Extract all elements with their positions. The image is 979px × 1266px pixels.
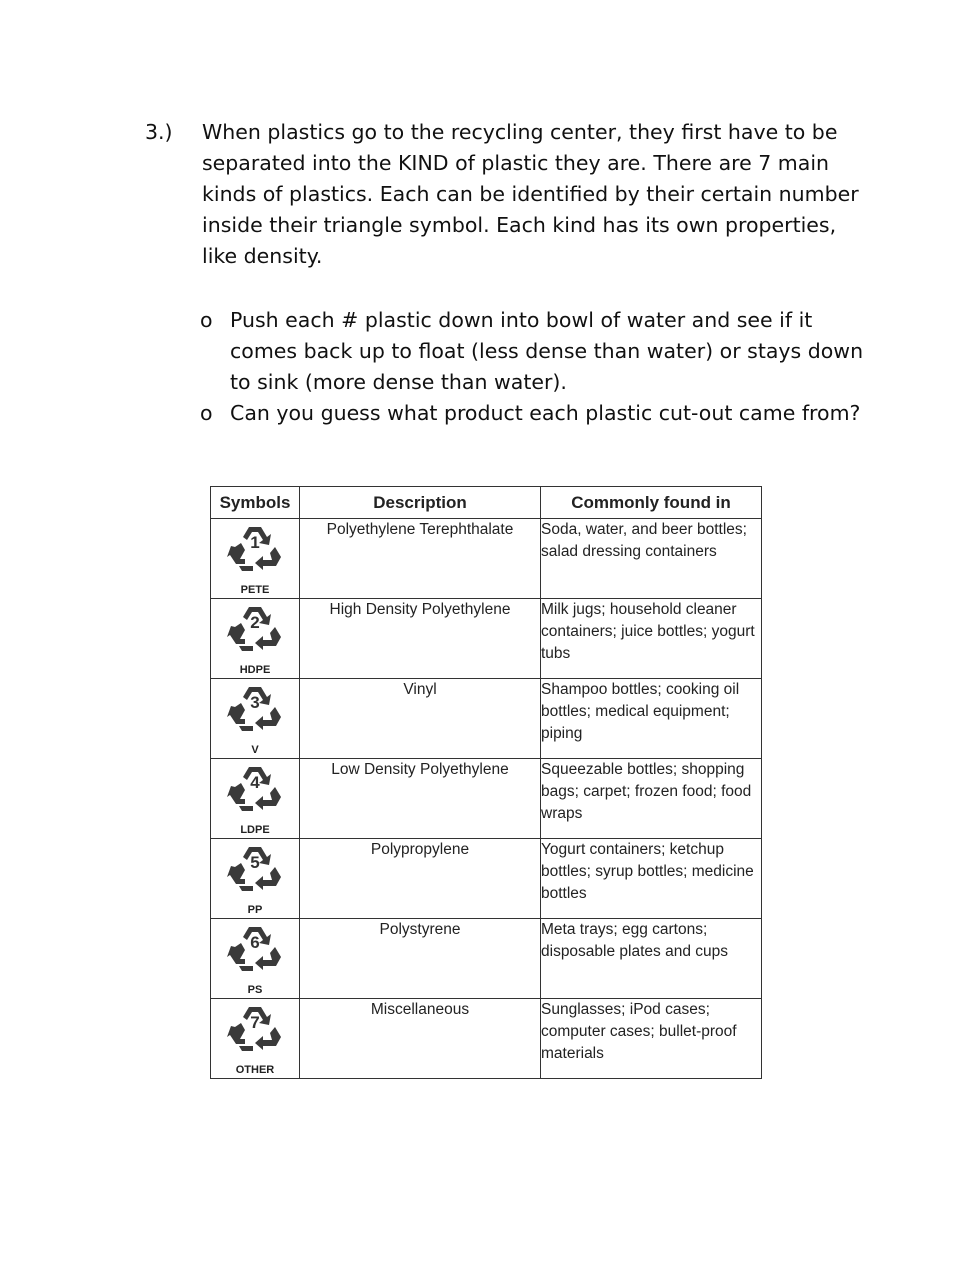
resin-number: 7 <box>250 1013 260 1032</box>
question-text: When plastics go to the recycling center, they first have to be separated into the KIND of plastic they are. There are 7 main kinds of plastics. Each can be identified by their certain number inside their triangle symbol. Each kind has its own properties, like density. <box>202 120 859 268</box>
table-row <box>211 839 762 919</box>
header-found-in: Commonly found in <box>541 487 762 519</box>
table-row <box>211 759 762 839</box>
symbol-cell <box>211 919 300 999</box>
found-in-cell: Squeezable bottles; shopping bags; carpet; frozen food; food wraps <box>541 759 762 839</box>
found-in-cell: Yogurt containers; ketchup bottles; syrup bottles; medicine bottles <box>541 839 762 919</box>
table-row <box>211 679 762 759</box>
resin-code: HDPE <box>239 664 271 676</box>
found-in-cell: Meta trays; egg cartons; disposable plates and cups <box>541 919 762 999</box>
found-in-cell: Milk jugs; household cleaner containers; juice bottles; yogurt tubs <box>541 599 762 679</box>
resin-number: 5 <box>250 853 260 872</box>
description-cell: Polyethylene Terephthalate <box>300 519 541 599</box>
instruction-list <box>200 305 880 429</box>
symbol-cell <box>211 519 300 599</box>
description-cell: Polypropylene <box>300 839 541 919</box>
plastic-types-table <box>210 486 762 1079</box>
resin-number: 3 <box>250 693 260 712</box>
table-row <box>211 919 762 999</box>
resin-number: 4 <box>250 773 260 792</box>
resin-code: PS <box>247 984 263 996</box>
found-in-cell: Sunglasses; iPod cases; computer cases; bullet-proof materials <box>541 999 762 1079</box>
question-number: 3.) <box>145 120 173 144</box>
resin-number: 1 <box>250 533 260 552</box>
header-description: Description <box>300 487 541 519</box>
description-cell: High Density Polyethylene <box>300 599 541 679</box>
description-cell: Low Density Polyethylene <box>300 759 541 839</box>
bullet-text: Push each # plastic down into bowl of water and see if it comes back up to float (less dense than water) or stays down to sink (more dense than water). <box>230 308 864 394</box>
description-cell: Vinyl <box>300 679 541 759</box>
header-symbols: Symbols <box>211 487 300 519</box>
table-row <box>211 599 762 679</box>
description-cell: Miscellaneous <box>300 999 541 1079</box>
resin-code: OTHER <box>235 1064 275 1076</box>
table-row <box>211 519 762 599</box>
resin-code: LDPE <box>240 824 270 836</box>
bullet-text: Can you guess what product each plastic cut-out came from? <box>230 401 861 425</box>
list-item <box>200 305 880 398</box>
symbol-cell <box>211 839 300 919</box>
resin-code: PP <box>247 904 263 916</box>
symbol-cell <box>211 599 300 679</box>
table-header-row <box>211 487 762 519</box>
resin-number: 2 <box>250 613 260 632</box>
found-in-cell: Soda, water, and beer bottles; salad dressing containers <box>541 519 762 599</box>
symbol-cell <box>211 999 300 1079</box>
found-in-cell: Shampoo bottles; cooking oil bottles; medical equipment; piping <box>541 679 762 759</box>
resin-number: 6 <box>250 933 260 952</box>
symbol-cell <box>211 679 300 759</box>
description-cell: Polystyrene <box>300 919 541 999</box>
resin-code: V <box>251 744 259 756</box>
resin-code: PETE <box>240 584 270 596</box>
table-row <box>211 999 762 1079</box>
bullet-marker: o <box>200 308 213 332</box>
list-item <box>200 398 880 429</box>
symbol-cell <box>211 759 300 839</box>
bullet-marker: o <box>200 401 213 425</box>
